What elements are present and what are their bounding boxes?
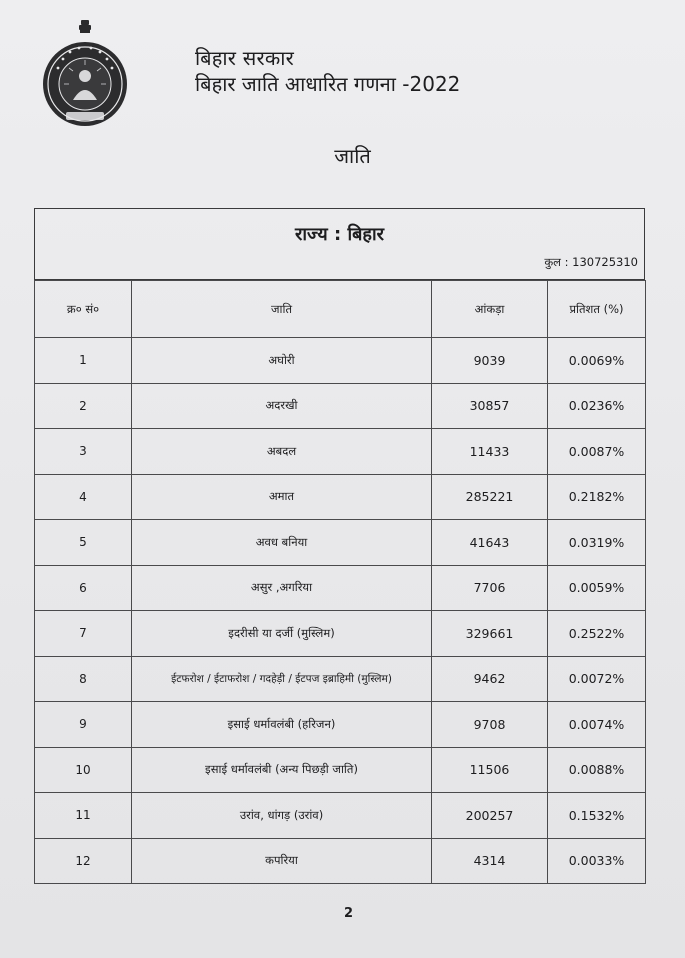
caste-percent: 0.0319% <box>548 520 646 566</box>
table-row <box>35 565 646 611</box>
column-header-percent: प्रतिशत (%) <box>548 281 646 338</box>
caste-percent: 0.0072% <box>548 656 646 702</box>
table-row <box>35 656 646 702</box>
table-row <box>35 702 646 748</box>
caste-name: असुर ,अगरिया <box>132 565 432 611</box>
caste-percent: 0.0074% <box>548 702 646 748</box>
state-name: राज्य : बिहार <box>294 224 384 245</box>
caste-count: 4314 <box>432 838 548 884</box>
serial-number: 11 <box>35 793 132 839</box>
caste-percent: 0.0069% <box>548 338 646 384</box>
caste-percent: 0.0059% <box>548 565 646 611</box>
caste-name: इदरीसी या दर्जी (मुस्लिम) <box>132 611 432 657</box>
government-title: बिहार सरकार <box>195 46 294 70</box>
serial-number: 4 <box>35 474 132 520</box>
caste-name: कपरिया <box>132 838 432 884</box>
table-row <box>35 429 646 475</box>
caste-count: 9462 <box>432 656 548 702</box>
caste-name: अवध बनिया <box>132 520 432 566</box>
state-total: कुल : 130725310 <box>544 255 638 269</box>
caste-name: अघोरी <box>132 338 432 384</box>
caste-percent: 0.0088% <box>548 747 646 793</box>
page-number: 2 <box>343 906 354 921</box>
caste-percent: 0.2522% <box>548 611 646 657</box>
caste-percent: 0.0236% <box>548 383 646 429</box>
caste-name: इसाई धर्मावलंबी (हरिजन) <box>132 702 432 748</box>
serial-number: 5 <box>35 520 132 566</box>
caste-name: अमात <box>132 474 432 520</box>
serial-number: 3 <box>35 429 132 475</box>
caste-name: अबदल <box>132 429 432 475</box>
caste-count: 11433 <box>432 429 548 475</box>
caste-count: 9039 <box>432 338 548 384</box>
caste-count: 30857 <box>432 383 548 429</box>
serial-number: 9 <box>35 702 132 748</box>
serial-number: 6 <box>35 565 132 611</box>
caste-count: 329661 <box>432 611 548 657</box>
caste-count: 285221 <box>432 474 548 520</box>
caste-count: 11506 <box>432 747 548 793</box>
table-row <box>35 611 646 657</box>
table-row <box>35 747 646 793</box>
caste-count: 7706 <box>432 565 548 611</box>
caste-percent: 0.2182% <box>548 474 646 520</box>
table-header-row <box>35 281 646 338</box>
caste-percent: 0.1532% <box>548 793 646 839</box>
census-title: बिहार जाति आधारित गणना -2022 <box>195 72 461 96</box>
caste-name: ईटफरोश / ईटाफरोश / गदहेड़ी / ईटपज इब्राहिमी (मुस्लिम) <box>132 656 432 702</box>
serial-number: 2 <box>35 383 132 429</box>
caste-name: उरांव, धांगड़ (उरांव) <box>132 793 432 839</box>
column-header-caste: जाति <box>132 281 432 338</box>
table-row <box>35 338 646 384</box>
caste-count: 9708 <box>432 702 548 748</box>
caste-name: अदरखी <box>132 383 432 429</box>
government-seal-icon <box>40 18 130 130</box>
serial-number: 10 <box>35 747 132 793</box>
caste-name: इसाई धर्मावलंबी (अन्य पिछड़ी जाति) <box>132 747 432 793</box>
table-row <box>35 474 646 520</box>
column-header-serial: क्र० सं० <box>35 281 132 338</box>
caste-count: 41643 <box>432 520 548 566</box>
caste-count: 200257 <box>432 793 548 839</box>
table-row <box>35 383 646 429</box>
serial-number: 12 <box>35 838 132 884</box>
caste-table <box>34 280 646 884</box>
serial-number: 1 <box>35 338 132 384</box>
table-row <box>35 793 646 839</box>
table-row <box>35 520 646 566</box>
column-header-count: आंकड़ा <box>432 281 548 338</box>
state-header-box <box>34 208 645 280</box>
table-row <box>35 838 646 884</box>
section-title: जाति <box>334 144 371 168</box>
caste-percent: 0.0033% <box>548 838 646 884</box>
serial-number: 7 <box>35 611 132 657</box>
serial-number: 8 <box>35 656 132 702</box>
caste-percent: 0.0087% <box>548 429 646 475</box>
